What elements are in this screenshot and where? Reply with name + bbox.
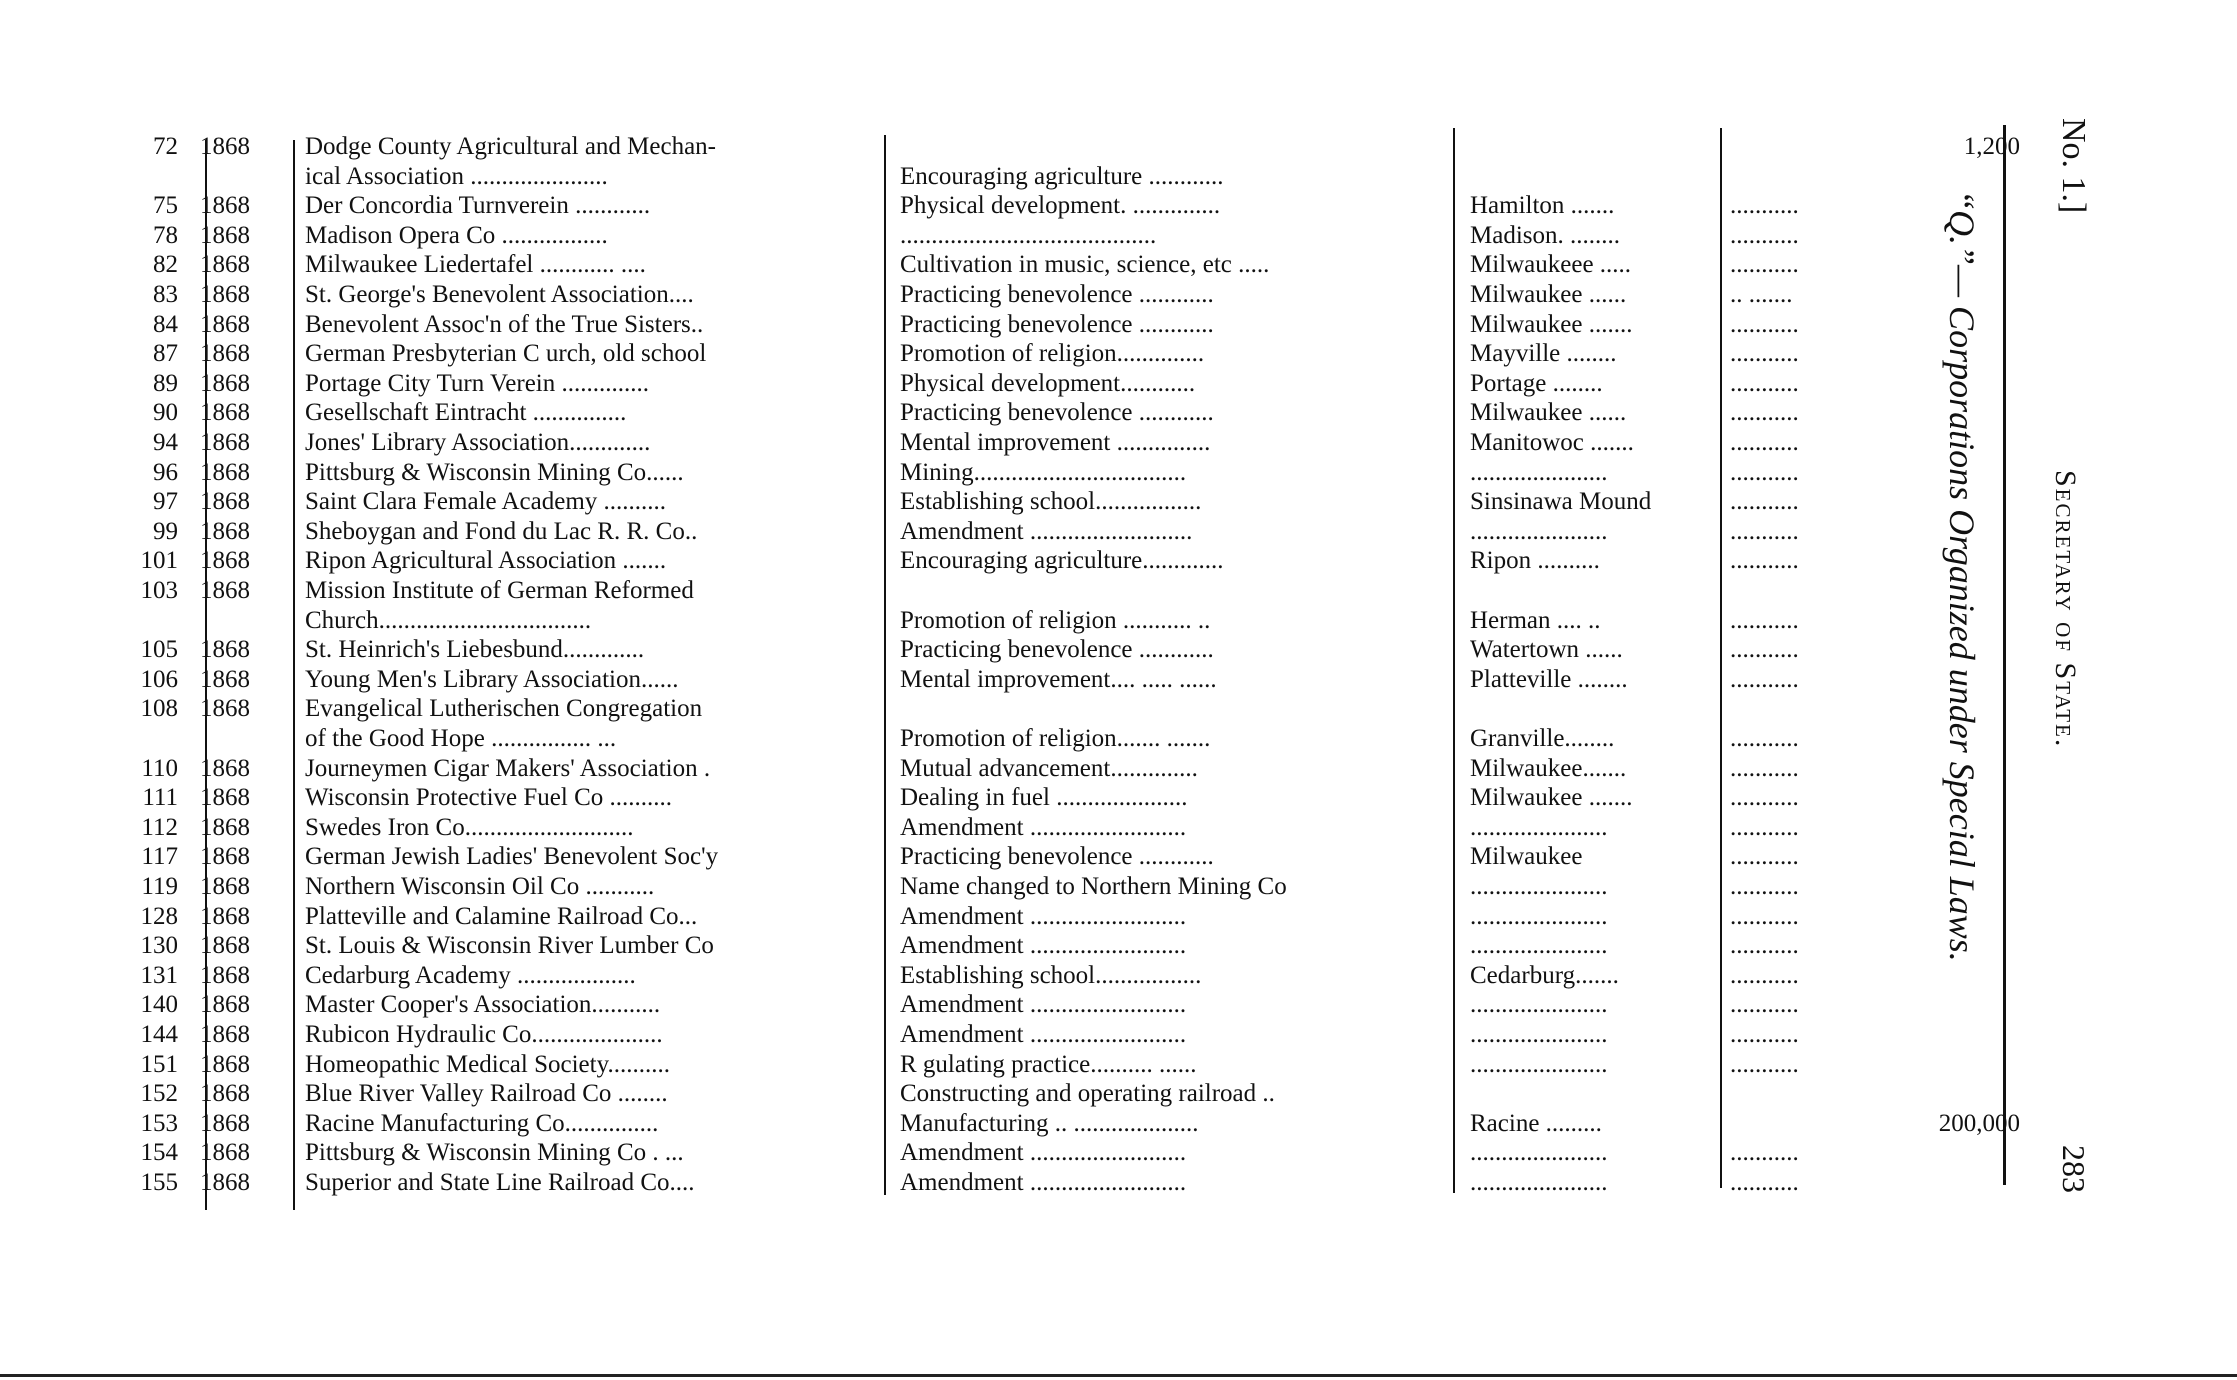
corporation-capital: ........... — [1730, 813, 1799, 841]
corporation-location: Herman .... .. — [1470, 606, 1601, 634]
corporation-purpose: Amendment ......................... — [900, 1139, 1187, 1167]
row-number: 110 — [141, 754, 178, 782]
corporation-purpose: Cultivation in music, science, etc ..... — [900, 251, 1270, 279]
row-year: 1868 — [200, 754, 250, 782]
corporation-capital: ........... — [1730, 1021, 1799, 1048]
corporation-name: Saint Clara Female Academy .......... — [305, 488, 667, 516]
corporation-name: Platteville and Calamine Railroad Co... — [305, 902, 698, 930]
corporation-capital: ........... — [1730, 517, 1799, 545]
corporation-purpose: Mental improvement ............... — [900, 429, 1211, 456]
corporation-location: Milwaukee ....... — [1470, 784, 1633, 812]
corporation-name: Pittsburg & Wisconsin Mining Co...... — [305, 458, 684, 486]
corporation-capital: ........... — [1730, 932, 1799, 960]
corporation-capital: ........... — [1730, 902, 1799, 930]
corporation-capital: ........... — [1730, 1139, 1799, 1167]
corporation-location: Hamilton ....... — [1470, 192, 1615, 220]
corporation-location: ...................... — [1470, 902, 1608, 930]
row-year: 1868 — [200, 961, 250, 989]
row-number: 90 — [153, 399, 178, 427]
corporation-location: Milwaukee — [1470, 843, 1583, 871]
corporation-capital: ........... — [1730, 843, 1799, 871]
row-number: 96 — [153, 458, 178, 486]
corporation-location: ...................... — [1470, 517, 1608, 545]
row-year: 1868 — [200, 221, 250, 249]
corporation-purpose: ......................................... — [900, 221, 1157, 249]
corporation-purpose: Practicing benevolence ............ — [900, 636, 1214, 664]
corporation-purpose: Physical development............ — [900, 369, 1196, 397]
corporation-purpose: Physical development. .............. — [900, 192, 1221, 220]
corporation-purpose: Amendment ......................... — [900, 1021, 1187, 1048]
row-year: 1868 — [200, 429, 250, 456]
corporation-capital: ........... — [1730, 873, 1799, 900]
corporation-name: Dodge County Agricultural and Mechan- — [305, 133, 717, 160]
corporation-purpose: Practicing benevolence ............ — [900, 310, 1214, 338]
column-rule-year — [293, 140, 295, 1210]
corporation-capital: 1,200 — [1963, 133, 2020, 160]
row-year: 1868 — [200, 399, 250, 427]
row-number: 119 — [141, 873, 178, 900]
corporation-name: Gesellschaft Eintracht ............... — [305, 399, 627, 427]
row-year: 1868 — [200, 517, 250, 545]
row-year: 1868 — [200, 991, 250, 1019]
corporation-name: Jones' Library Association............. — [305, 429, 651, 456]
corporation-name: Church.................................. — [305, 606, 592, 634]
corporation-location: Milwaukee....... — [1470, 754, 1627, 782]
corporation-location: Mayville ........ — [1470, 340, 1617, 368]
row-year: 1868 — [200, 636, 250, 664]
row-number: 72 — [153, 133, 178, 160]
corporation-location: ...................... — [1470, 1139, 1608, 1167]
corporation-capital: ........... — [1730, 340, 1799, 368]
row-number: 84 — [153, 310, 178, 338]
corporation-name: Mission Institute of German Reformed — [305, 577, 694, 604]
corporation-capital: ........... — [1730, 636, 1799, 664]
corporation-location: Milwaukee ...... — [1470, 399, 1627, 427]
corporation-capital: ........... — [1730, 1169, 1799, 1196]
corporation-name: St. Louis & Wisconsin River Lumber Co — [305, 932, 714, 960]
corporation-purpose: Promotion of religion.............. — [900, 340, 1205, 368]
corporation-name: Benevolent Assoc'n of the True Sisters.. — [305, 310, 704, 338]
row-year: 1868 — [200, 369, 250, 397]
row-number: 87 — [153, 340, 178, 368]
corporation-purpose: Amendment ......................... — [900, 902, 1187, 930]
row-number: 117 — [141, 843, 178, 871]
corporation-name: Master Cooper's Association........... — [305, 991, 661, 1019]
page-bottom-edge — [0, 1374, 2237, 1377]
row-year: 1868 — [200, 458, 250, 486]
row-year: 1868 — [200, 932, 250, 960]
corporation-capital: ........... — [1730, 192, 1799, 220]
corporation-purpose: Practicing benevolence ............ — [900, 399, 1214, 427]
corporation-capital: ........... — [1730, 251, 1799, 279]
corporation-purpose: Manufacturing .. .................... — [900, 1109, 1199, 1137]
corporation-purpose: Establishing school................. — [900, 488, 1202, 516]
corporation-purpose: Establishing school................. — [900, 961, 1202, 989]
corporation-location: Milwaukee ....... — [1470, 310, 1633, 338]
corporation-location: Milwaukeee ..... — [1470, 251, 1632, 279]
corporation-name: Northern Wisconsin Oil Co ........... — [305, 873, 655, 900]
row-number: 140 — [140, 991, 178, 1019]
row-year: 1868 — [200, 813, 250, 841]
corporation-name: St. Heinrich's Liebesbund............. — [305, 636, 645, 664]
row-year: 1868 — [200, 1021, 250, 1048]
corporation-name: Der Concordia Turnverein ............ — [305, 192, 651, 220]
corporation-purpose: Amendment ......................... — [900, 932, 1187, 960]
row-number: 155 — [140, 1169, 178, 1196]
corporation-purpose: Mental improvement.... ..... ...... — [900, 665, 1217, 693]
row-number: 128 — [140, 902, 178, 930]
row-year: 1868 — [200, 843, 250, 871]
row-number: 106 — [140, 665, 178, 693]
corporation-purpose: Promotion of religion....... ....... — [900, 725, 1211, 752]
corporation-capital: ........... — [1730, 754, 1799, 782]
row-number: 105 — [140, 636, 178, 664]
corporation-location: Granville........ — [1470, 725, 1615, 752]
corporation-capital: ........... — [1730, 221, 1799, 249]
corporation-capital: ........... — [1730, 665, 1799, 693]
corporation-purpose: Amendment ......................... — [900, 991, 1187, 1019]
corporation-capital: ........... — [1730, 369, 1799, 397]
corporation-name: German Jewish Ladies' Benevolent Soc'y — [305, 843, 719, 871]
corporation-capital: ........... — [1730, 547, 1799, 575]
row-year: 1868 — [200, 873, 250, 900]
corporation-name: Milwaukee Liedertafel ............ .... — [305, 251, 646, 279]
corporation-name: Wisconsin Protective Fuel Co .......... — [305, 784, 673, 812]
row-year: 1868 — [200, 547, 250, 575]
row-number: 153 — [140, 1109, 178, 1137]
corporation-purpose: Encouraging agriculture............. — [900, 547, 1224, 575]
corporation-location: ...................... — [1470, 813, 1608, 841]
corporation-name: Portage City Turn Verein .............. — [305, 369, 649, 397]
corporation-name: Superior and State Line Railroad Co.... — [305, 1169, 695, 1196]
corporation-capital: ........... — [1730, 458, 1799, 486]
corporation-purpose: Amendment .......................... — [900, 517, 1193, 545]
corporation-purpose: Mining.................................. — [900, 458, 1187, 486]
row-year: 1868 — [200, 310, 250, 338]
row-number: 99 — [153, 517, 178, 545]
corporation-capital: 200,000 — [1938, 1109, 2020, 1137]
corporation-name: Pittsburg & Wisconsin Mining Co . ... — [305, 1139, 684, 1167]
corporation-location: Ripon .......... — [1470, 547, 1600, 575]
issue-number: No. 1.] — [2055, 118, 2092, 214]
corporation-location: ...................... — [1470, 873, 1608, 900]
corporation-purpose: Encouraging agriculture ............ — [900, 162, 1224, 190]
corporation-location: Racine ......... — [1470, 1109, 1602, 1137]
row-number: 103 — [140, 577, 178, 604]
corporation-location: Platteville ........ — [1470, 665, 1628, 693]
row-number: 154 — [140, 1139, 178, 1167]
office-title: Secretary of State. — [2049, 470, 2082, 749]
corporation-capital: .. ....... — [1730, 281, 1793, 308]
corporation-name: Cedarburg Academy ................... — [305, 961, 636, 989]
corporation-location: ...................... — [1470, 991, 1608, 1019]
row-year: 1868 — [200, 695, 250, 723]
corporation-name: Sheboygan and Fond du Lac R. R. Co.. — [305, 517, 698, 545]
corporation-name: Blue River Valley Railroad Co ........ — [305, 1080, 668, 1108]
corporation-purpose: Amendment ......................... — [900, 813, 1187, 841]
row-number: 152 — [140, 1080, 178, 1108]
row-number: 151 — [140, 1050, 178, 1078]
corporation-name: Madison Opera Co ................. — [305, 221, 608, 249]
row-number: 112 — [141, 813, 178, 841]
corporation-location: Cedarburg....... — [1470, 961, 1619, 989]
row-year: 1868 — [200, 488, 250, 516]
corporation-capital: ........... — [1730, 399, 1799, 427]
corporation-purpose: Amendment ......................... — [900, 1169, 1187, 1196]
corporation-location: Portage ........ — [1470, 369, 1603, 397]
corporation-purpose: Practicing benevolence ............ — [900, 843, 1214, 871]
corporation-location: ...................... — [1470, 1021, 1608, 1048]
row-year: 1868 — [200, 133, 250, 160]
corporation-purpose: Mutual advancement.............. — [900, 754, 1198, 782]
corporation-name: of the Good Hope ................ ... — [305, 725, 617, 752]
row-number: 130 — [140, 932, 178, 960]
corporation-name: ical Association ...................... — [305, 162, 608, 190]
row-number: 131 — [140, 961, 178, 989]
row-year: 1868 — [200, 665, 250, 693]
corporation-purpose: Constructing and operating railroad .. — [900, 1080, 1275, 1108]
corporation-purpose: R gulating practice.......... ...... — [900, 1050, 1197, 1078]
corporation-capital: ........... — [1730, 991, 1799, 1019]
corporation-capital: ........... — [1730, 1050, 1799, 1078]
row-number: 101 — [140, 547, 178, 575]
row-number: 83 — [153, 281, 178, 308]
corporation-purpose: Name changed to Northern Mining Co — [900, 873, 1287, 900]
corporation-location: Madison. ........ — [1470, 221, 1620, 249]
corporation-location: ...................... — [1470, 1050, 1608, 1078]
row-number: 78 — [153, 221, 178, 249]
corporation-name: Evangelical Lutherischen Congregation — [305, 695, 703, 723]
row-year: 1868 — [200, 192, 250, 220]
row-year: 1868 — [200, 340, 250, 368]
section-title: “Q.”— Corporations Organized under Special Laws. — [1942, 190, 1982, 962]
row-year: 1868 — [200, 902, 250, 930]
row-number: 111 — [142, 784, 178, 812]
row-year: 1868 — [200, 251, 250, 279]
row-number: 89 — [153, 369, 178, 397]
corporation-name: Homeopathic Medical Society.......... — [305, 1050, 670, 1078]
corporation-location: Watertown ...... — [1470, 636, 1623, 664]
corporation-capital: ........... — [1730, 961, 1799, 989]
row-year: 1868 — [200, 784, 250, 812]
row-number: 82 — [153, 251, 178, 279]
row-number: 75 — [153, 192, 178, 220]
corporation-name: Ripon Agricultural Association ....... — [305, 547, 667, 575]
row-number: 97 — [153, 488, 178, 516]
page-number: 283 — [2056, 1145, 2092, 1193]
row-year: 1868 — [200, 1139, 250, 1167]
corporation-name: Young Men's Library Association...... — [305, 665, 679, 693]
corporation-location: ...................... — [1470, 1169, 1608, 1196]
corporation-capital: ........... — [1730, 488, 1799, 516]
corporation-capital: ........... — [1730, 310, 1799, 338]
corporation-name: Journeymen Cigar Makers' Association . — [305, 754, 711, 782]
row-year: 1868 — [200, 577, 250, 604]
row-year: 1868 — [200, 1080, 250, 1108]
corporation-purpose: Promotion of religion ........... .. — [900, 606, 1211, 634]
corporation-name: German Presbyterian C urch, old school — [305, 340, 707, 368]
corporation-location: ...................... — [1470, 932, 1608, 960]
corporation-name: St. George's Benevolent Association.... — [305, 281, 694, 308]
corporation-location: Milwaukee ...... — [1470, 281, 1627, 308]
row-number: 108 — [140, 695, 178, 723]
corporation-location: Manitowoc ....... — [1470, 429, 1634, 456]
row-number: 94 — [153, 429, 178, 456]
corporation-purpose: Practicing benevolence ............ — [900, 281, 1214, 308]
row-year: 1868 — [200, 1050, 250, 1078]
row-year: 1868 — [200, 281, 250, 308]
corporation-name: Swedes Iron Co........................... — [305, 813, 634, 841]
row-year: 1868 — [200, 1169, 250, 1196]
corporation-purpose: Dealing in fuel ..................... — [900, 784, 1188, 812]
row-year: 1868 — [200, 1109, 250, 1137]
row-number: 144 — [140, 1021, 178, 1048]
corporation-capital: ........... — [1730, 429, 1799, 456]
corporation-capital: ........... — [1730, 725, 1799, 752]
corporation-location: Sinsinawa Mound — [1470, 488, 1652, 516]
corporation-capital: ........... — [1730, 606, 1799, 634]
corporation-name: Racine Manufacturing Co............... — [305, 1109, 659, 1137]
corporation-capital: ........... — [1730, 784, 1799, 812]
corporation-location: ...................... — [1470, 458, 1608, 486]
corporation-name: Rubicon Hydraulic Co..................... — [305, 1021, 663, 1048]
